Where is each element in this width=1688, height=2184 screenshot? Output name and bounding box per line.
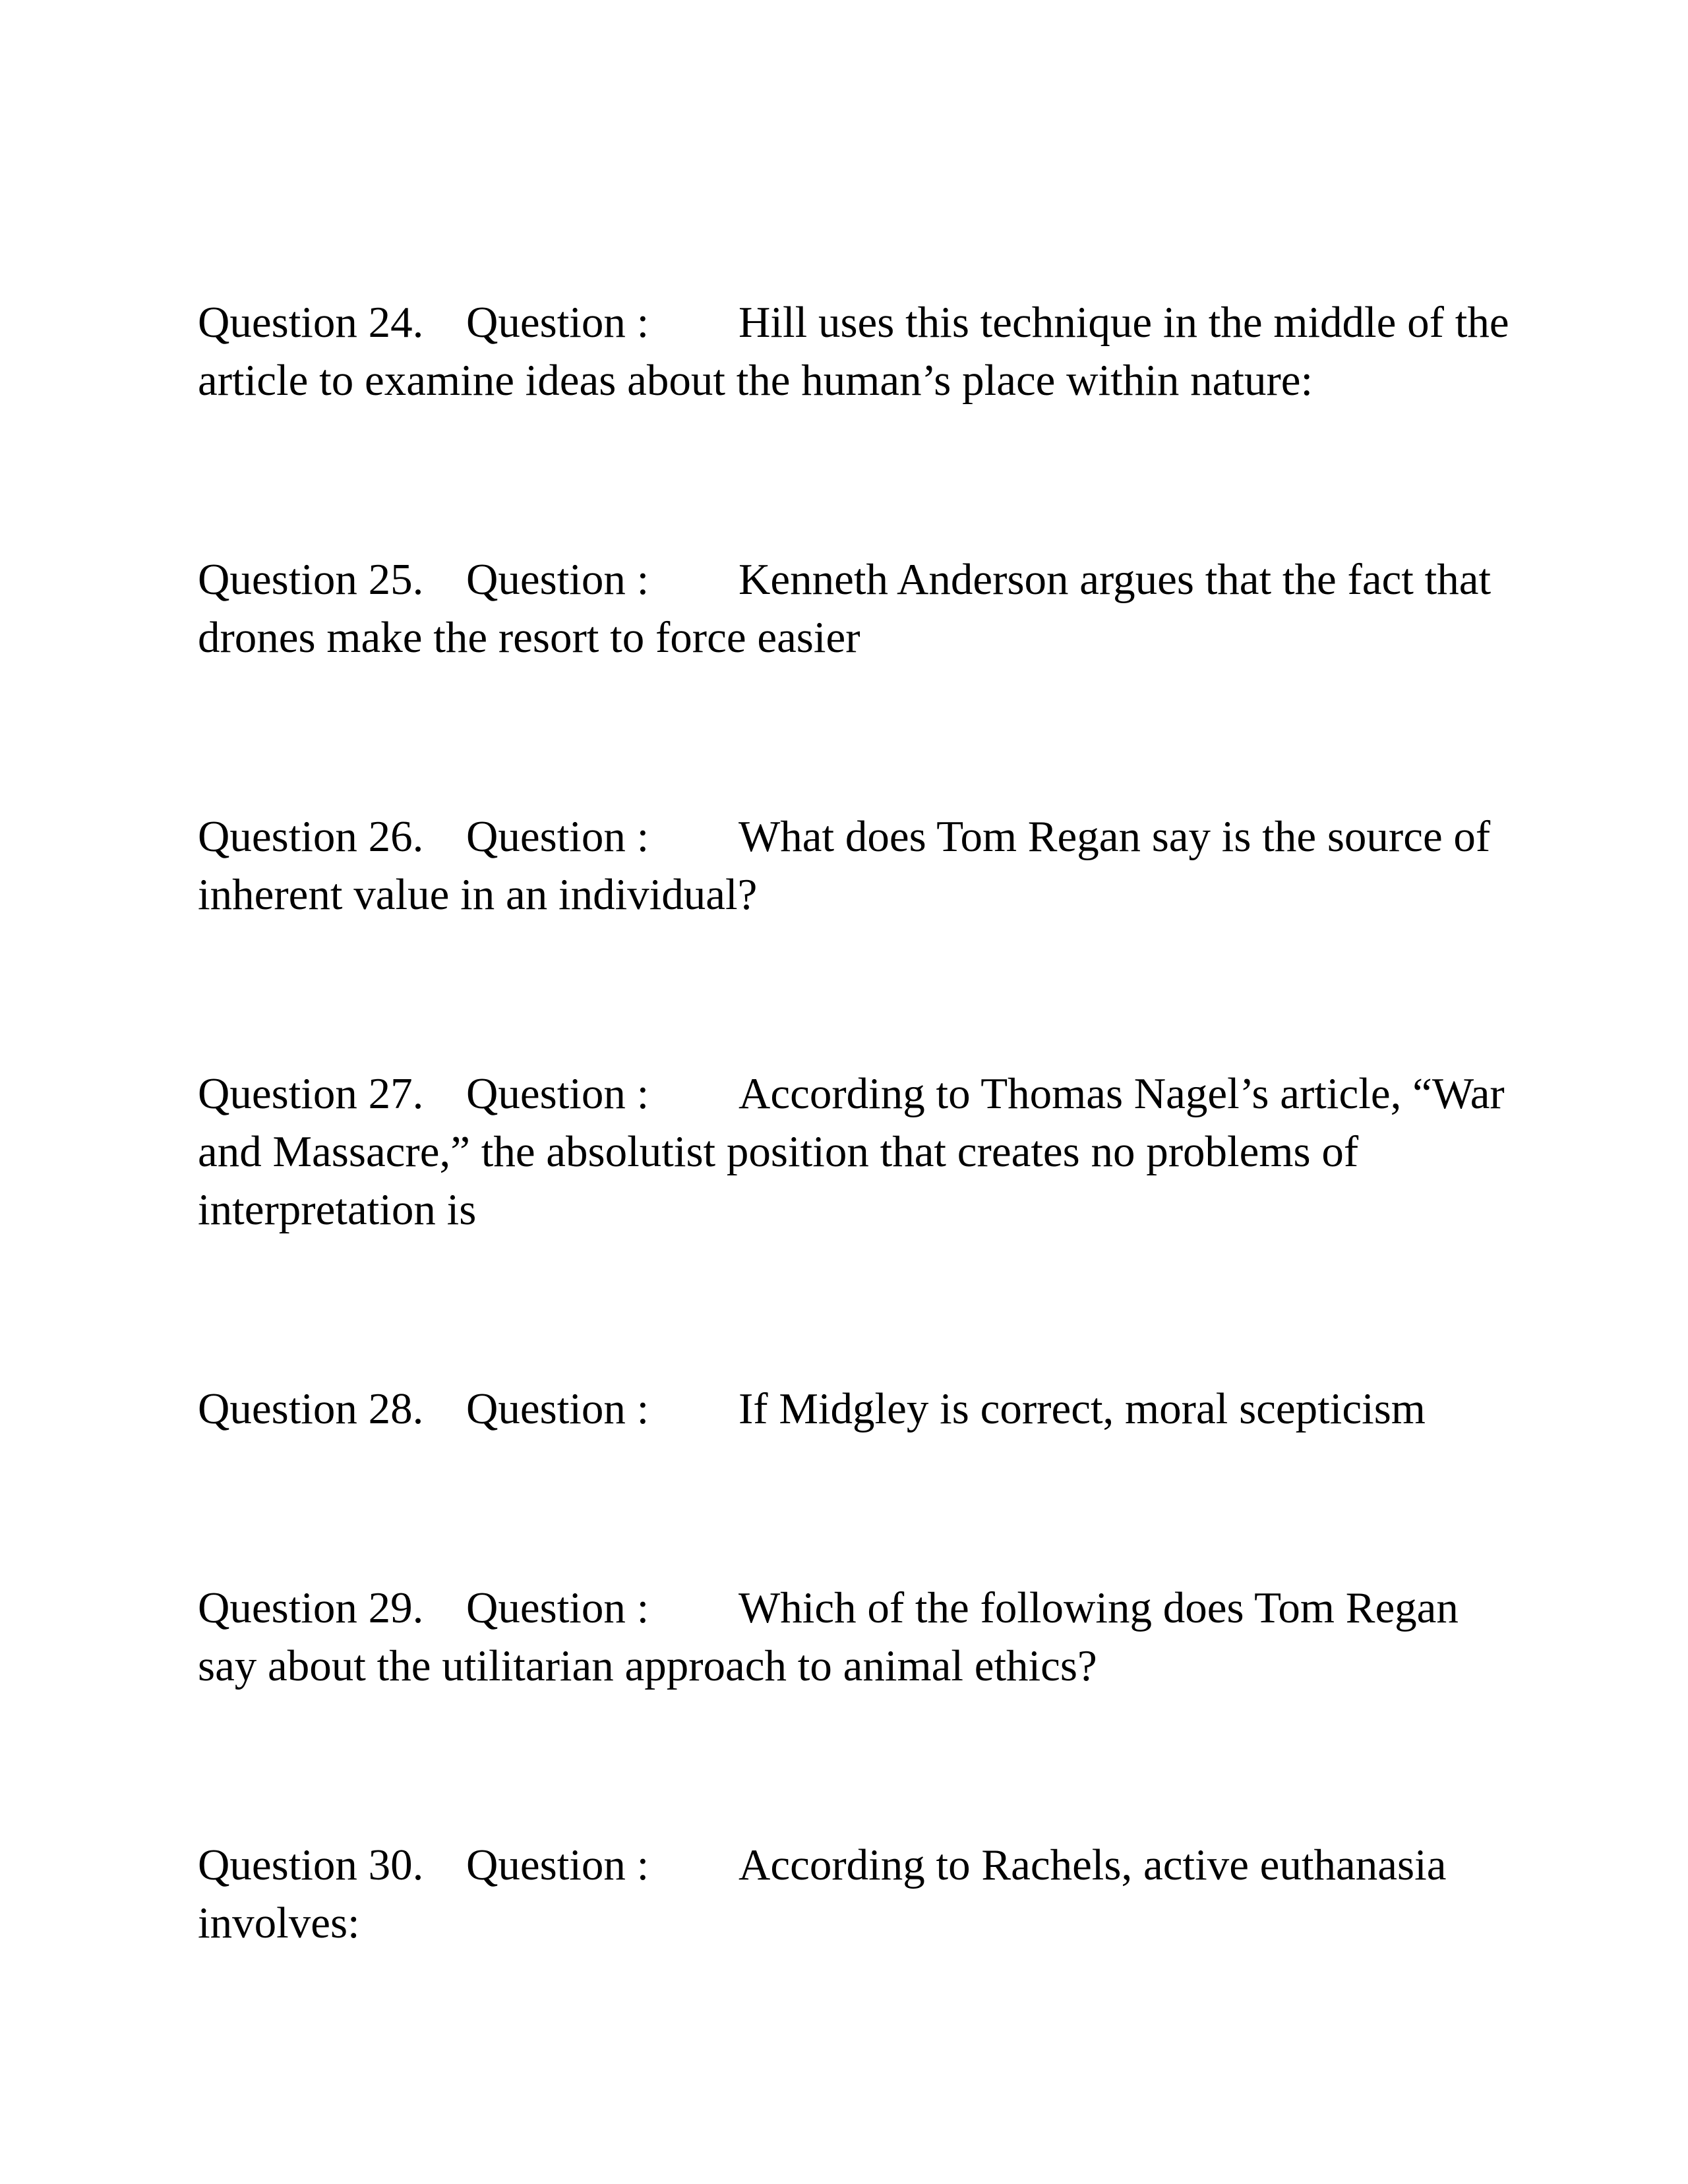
question-number: Question 24. — [198, 298, 424, 347]
question-25 — [198, 550, 1510, 666]
question-27 — [198, 1065, 1510, 1239]
question-26 — [198, 808, 1510, 924]
question-30 — [198, 1836, 1510, 1952]
question-text: According to Thomas Nagel’s article, “War and Massacre,” the absolutist position that creates no problems of interpretation is — [198, 1069, 1505, 1234]
question-number: Question 28. — [198, 1384, 424, 1433]
question-24 — [198, 293, 1510, 409]
question-label: Question : — [466, 1841, 649, 1889]
question-label: Question : — [466, 1069, 649, 1118]
question-number: Question 25. — [198, 555, 424, 604]
question-text: What does Tom Regan say is the source of inherent value in an individual? — [198, 812, 1491, 919]
question-29 — [198, 1579, 1510, 1695]
question-text: If Midgley is correct, moral scepticism — [738, 1384, 1426, 1433]
question-label: Question : — [466, 812, 649, 861]
question-label: Question : — [466, 1384, 649, 1433]
question-label: Question : — [466, 298, 649, 347]
question-text: Which of the following does Tom Regan say about the utilitarian approach to animal ethics? — [198, 1583, 1459, 1690]
question-text: Hill uses this technique in the middle of the article to examine ideas about the human’s place within nature: — [198, 298, 1509, 405]
question-text: Kenneth Anderson argues that the fact that drones make the resort to force easier — [198, 555, 1492, 662]
question-label: Question : — [466, 555, 649, 604]
question-28 — [198, 1380, 1510, 1438]
question-number: Question 27. — [198, 1069, 424, 1118]
question-number: Question 29. — [198, 1583, 424, 1632]
question-text: According to Rachels, active euthanasia involves: — [198, 1841, 1447, 1947]
question-number: Question 30. — [198, 1841, 424, 1889]
question-label: Question : — [466, 1583, 649, 1632]
question-number: Question 26. — [198, 812, 424, 861]
